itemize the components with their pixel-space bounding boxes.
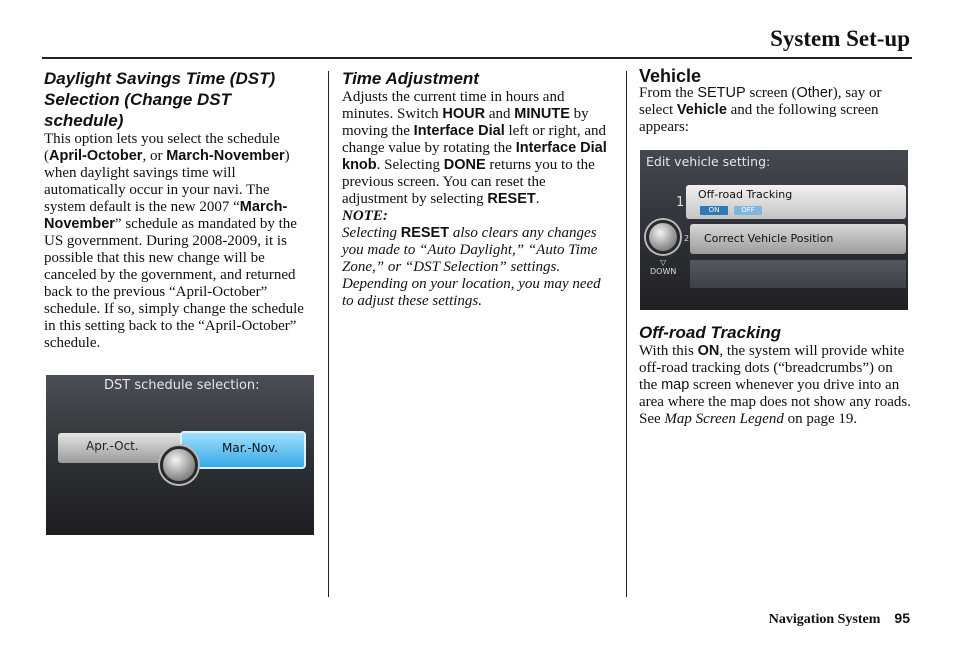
time-text-4: . Selecting (376, 157, 444, 173)
minute-term: MINUTE (514, 106, 570, 122)
time-text-3: left or right, and change value by rotating the (342, 123, 606, 156)
interface-dial-term: Interface Dial (413, 123, 505, 139)
time-text-2: by moving the (342, 106, 589, 139)
reset-term: RESET (487, 191, 536, 207)
page-footer (769, 610, 910, 628)
column-divider-2 (626, 71, 627, 597)
vehicle-text-3: ), say or select (639, 85, 882, 118)
apr-oct-term: April-October (49, 148, 143, 164)
off-road-text-3: screen whenever you drive into an area where the map does not show any roads. See (639, 377, 911, 427)
off-road-tracking-item (686, 185, 906, 219)
interface-dial-icon (160, 446, 198, 484)
map-term: map (661, 377, 690, 393)
mar-nov-label: Mar.-Nov. (222, 441, 278, 455)
vehicle-section (639, 68, 911, 136)
off-tag: OFF (734, 206, 762, 215)
time-text-1: Adjusts the current time in hours and minutes. Switch (342, 89, 565, 122)
time-text-6: . (535, 191, 540, 207)
off-road-tracking-label: Off-road Tracking (698, 188, 793, 201)
dst-heading: Daylight Savings Time (DST) Selection (Change DST schedule) (44, 69, 276, 130)
off-road-section (639, 322, 911, 428)
interface-dial-icon (646, 220, 680, 254)
mar-nov-term: March-November (166, 148, 285, 164)
item-number-1: 1 (676, 195, 685, 210)
time-heading: Time Adjustment (342, 69, 479, 88)
vehicle-term: Vehicle (676, 102, 727, 118)
column-divider-1 (328, 71, 329, 597)
time-text-and: and (485, 106, 515, 122)
map-legend-reference: Map Screen Legend (664, 411, 784, 427)
done-term: DONE (443, 157, 486, 173)
dst-section (44, 68, 314, 352)
on-term: ON (697, 343, 720, 359)
other-term: Other (796, 85, 833, 101)
note-text-1: Selecting (342, 225, 401, 241)
item-number-2: 2 (684, 234, 690, 243)
page-title: System Set-up (770, 26, 910, 51)
header-rule (42, 57, 912, 59)
off-road-heading: Off-road Tracking (639, 323, 782, 342)
correct-vehicle-position-label: Correct Vehicle Position (704, 232, 834, 245)
dst-text-2: ) when daylight savings time will automatically occur in your navi. The system default is the new 2007 “ (44, 148, 290, 215)
interface-dial-knob-term: Interface Dial knob (342, 140, 607, 173)
vehicle-screen-image (640, 150, 908, 310)
on-tag: ON (700, 206, 728, 215)
time-text-5: returns you to the previous screen. You can reset the adjustment by selecting (342, 157, 595, 207)
vehicle-text-4: and the following screen appears: (639, 102, 879, 135)
note-reset-term: RESET (400, 225, 450, 241)
mar-nov-term-2: March-November (44, 199, 288, 232)
vehicle-heading: Vehicle (639, 66, 702, 86)
dst-screen-header: DST schedule selection: (104, 378, 260, 393)
dst-text-1: This option lets you select the schedule ( (44, 131, 280, 164)
dst-body (44, 131, 314, 352)
dst-text-3: ” schedule as mandated by the US government. During 2008-2009, it is possible that this new change will be canceled by the government, and returned back to the previous “April-October” schedule. If so, simply change the schedule in this setting back to the “April-October” schedule. (44, 216, 304, 351)
vehicle-screen-header: Edit vehicle setting: (646, 154, 771, 169)
down-label: DOWN (650, 267, 677, 276)
dst-text-or: , or (142, 148, 167, 164)
setup-term: SETUP (697, 85, 746, 101)
correct-vehicle-position-item (690, 224, 906, 254)
off-road-text-1: With this (639, 343, 698, 359)
note-text-2: also clears any changes you made to “Auto Daylight,” “Auto Time Zone,” or “DST Selection” settings. Depending on your location, you may need to adjust these settings. (342, 225, 601, 309)
off-road-body (639, 343, 911, 428)
vehicle-text-2: screen ( (745, 85, 797, 101)
off-road-text-4: on page 19. (783, 411, 858, 427)
time-body (342, 89, 614, 208)
note-body (342, 225, 614, 310)
empty-list-area (690, 260, 906, 288)
footer-label: Navigation System (768, 612, 881, 627)
down-arrow-icon: ▽ (660, 258, 667, 267)
vehicle-body (639, 85, 911, 136)
note-title: NOTE: (342, 208, 388, 224)
down-indicator (650, 258, 676, 276)
apr-oct-label: Apr.-Oct. (86, 439, 139, 453)
page-number: 95 (894, 610, 910, 626)
mar-nov-option (180, 431, 306, 469)
vehicle-text-1: From the (639, 85, 698, 101)
time-adjustment-section (342, 68, 614, 310)
dst-screen-image (46, 375, 314, 535)
off-road-text-2: , the system will provide white off-road tracking dots (“breadcrumbs”) on the (639, 343, 905, 393)
hour-term: HOUR (442, 106, 486, 122)
